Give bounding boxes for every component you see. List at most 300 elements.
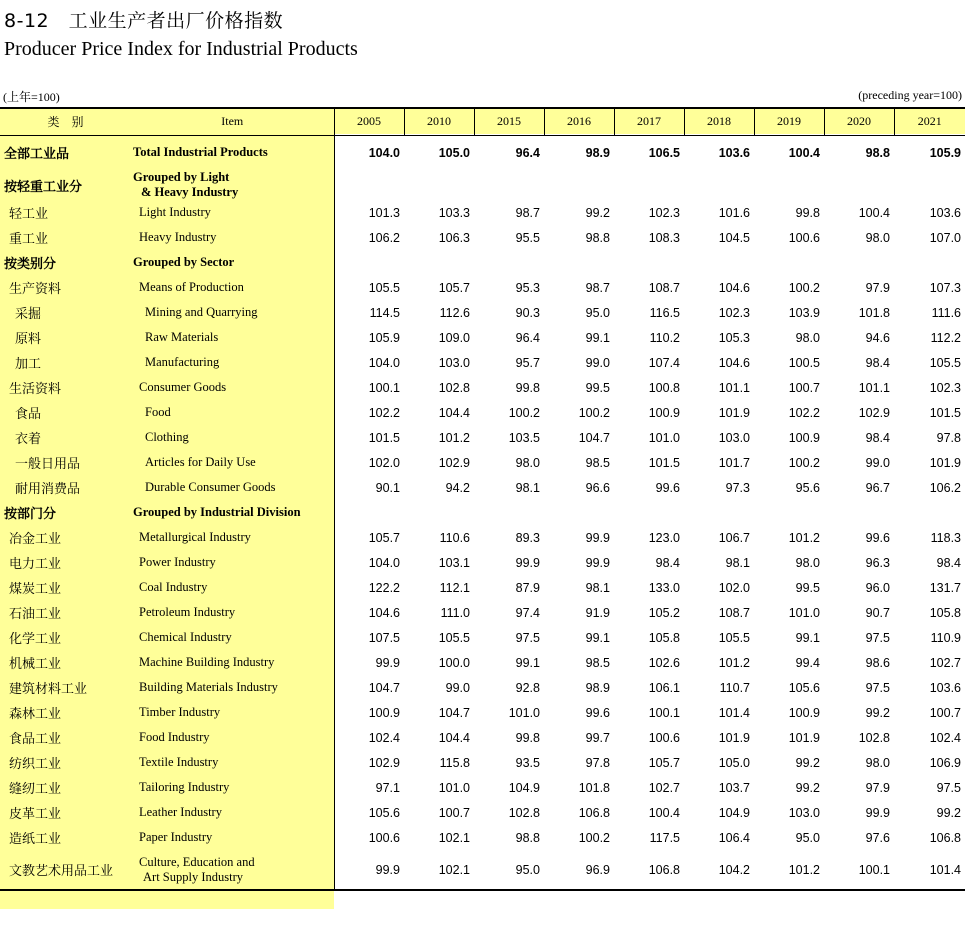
value-cell: 114.5 [369, 305, 400, 320]
table-row [0, 400, 965, 425]
row-label-english: Petroleum Industry [131, 600, 334, 625]
value-cell: 102.8 [438, 380, 470, 395]
value-cell: 99.2 [795, 780, 820, 795]
value-cell: 102.1 [438, 862, 470, 877]
value-cell: 101.0 [788, 605, 820, 620]
value-cell: 102.7 [929, 655, 961, 670]
row-label-english: Coal Industry [131, 575, 334, 600]
value-cell [824, 250, 894, 275]
row-label-chinese: 石油工业 [9, 607, 62, 622]
value-cell: 111.6 [931, 305, 961, 320]
value-cell: 97.5 [515, 630, 540, 645]
value-cell: 112.1 [439, 580, 470, 595]
value-cell: 98.9 [585, 680, 610, 695]
value-cell: 98.9 [585, 145, 610, 160]
value-cell: 98.4 [936, 555, 961, 570]
value-cell: 97.3 [725, 480, 750, 495]
value-cell: 99.1 [515, 655, 540, 670]
value-cell: 103.6 [929, 205, 961, 220]
table-header-row [0, 108, 965, 135]
header-year: 2021 [894, 108, 965, 135]
value-cell: 102.0 [368, 455, 400, 470]
value-cell: 104.0 [368, 145, 400, 160]
value-cell: 123.0 [648, 530, 680, 545]
value-cell: 97.6 [865, 830, 890, 845]
value-cell: 97.5 [865, 630, 890, 645]
row-label-english-line2: & Heavy Industry [141, 185, 239, 199]
value-cell: 99.9 [515, 555, 540, 570]
value-cell: 104.6 [368, 605, 400, 620]
row-label-chinese: 生产资料 [9, 282, 62, 297]
value-cell: 103.9 [788, 305, 820, 320]
row-label-english: Total Industrial Products [131, 135, 334, 170]
table-row [0, 450, 965, 475]
value-cell [334, 170, 404, 200]
value-cell [614, 250, 684, 275]
value-cell: 105.8 [648, 630, 680, 645]
value-cell: 100.9 [788, 705, 820, 720]
value-cell: 101.0 [438, 780, 470, 795]
value-cell: 99.2 [865, 705, 890, 720]
value-cell: 104.2 [718, 862, 750, 877]
value-cell: 105.3 [718, 330, 750, 345]
table-row [0, 275, 965, 300]
row-label-english: Machine Building Industry [131, 650, 334, 675]
value-cell: 102.3 [648, 205, 680, 220]
value-cell [754, 500, 824, 525]
row-label-chinese: 一般日用品 [15, 457, 81, 472]
value-cell: 101.2 [788, 862, 820, 877]
value-cell: 110.9 [930, 630, 961, 645]
value-cell: 104.5 [718, 230, 750, 245]
value-cell: 98.1 [585, 580, 610, 595]
value-cell [474, 250, 544, 275]
header-year: 2018 [684, 108, 754, 135]
value-cell: 105.7 [438, 280, 470, 295]
value-cell: 102.7 [648, 780, 680, 795]
header-year: 2019 [754, 108, 824, 135]
row-label-english: Consumer Goods [131, 375, 334, 400]
row-label-english [131, 170, 334, 200]
value-cell: 103.1 [438, 555, 470, 570]
value-cell: 104.7 [578, 430, 610, 445]
value-cell: 97.8 [585, 755, 610, 770]
table-row [0, 300, 965, 325]
value-cell: 95.0 [515, 862, 540, 877]
value-cell: 106.2 [929, 480, 961, 495]
table-row [0, 425, 965, 450]
value-cell: 106.8 [578, 805, 610, 820]
value-cell: 103.0 [438, 355, 470, 370]
value-cell: 104.7 [438, 705, 470, 720]
value-cell: 101.4 [929, 862, 961, 877]
value-cell: 103.0 [718, 430, 750, 445]
value-cell: 90.1 [375, 480, 400, 495]
value-cell [474, 500, 544, 525]
table-row [0, 700, 965, 725]
value-cell: 104.0 [368, 355, 400, 370]
row-label-chinese: 食品工业 [9, 732, 62, 747]
value-cell: 91.9 [585, 605, 610, 620]
value-cell: 100.7 [438, 805, 470, 820]
row-label-chinese: 建筑材料工业 [9, 682, 88, 697]
value-cell: 110.6 [439, 530, 470, 545]
value-cell: 103.3 [438, 205, 470, 220]
value-cell: 100.9 [788, 430, 820, 445]
value-cell: 100.6 [788, 230, 820, 245]
value-cell [684, 500, 754, 525]
value-cell: 98.4 [655, 555, 680, 570]
value-cell: 106.9 [929, 755, 961, 770]
value-cell: 102.6 [648, 655, 680, 670]
value-cell: 104.6 [718, 355, 750, 370]
value-cell: 98.1 [515, 480, 540, 495]
value-cell: 106.3 [438, 230, 470, 245]
value-cell: 98.8 [515, 830, 540, 845]
value-cell: 99.2 [795, 755, 820, 770]
value-cell [474, 170, 544, 200]
value-cell: 95.0 [795, 830, 820, 845]
value-cell: 98.0 [795, 555, 820, 570]
value-cell [894, 250, 965, 275]
row-label-chinese: 按部门分 [4, 507, 57, 522]
price-index-table [0, 107, 965, 891]
value-cell: 100.2 [788, 280, 820, 295]
row-label-chinese: 冶金工业 [9, 532, 62, 547]
value-cell: 98.5 [585, 655, 610, 670]
row-label-english: Heavy Industry [131, 225, 334, 250]
row-label-english: Timber Industry [131, 700, 334, 725]
value-cell [334, 500, 404, 525]
value-cell: 95.7 [515, 355, 540, 370]
value-cell: 98.5 [585, 455, 610, 470]
value-cell: 102.8 [858, 730, 890, 745]
value-cell: 106.2 [368, 230, 400, 245]
row-label-chinese: 电力工业 [9, 557, 62, 572]
row-label-chinese: 纺织工业 [9, 757, 62, 772]
value-cell: 97.9 [865, 780, 890, 795]
value-cell: 116.5 [649, 305, 680, 320]
value-cell: 99.9 [585, 530, 610, 545]
table-row [0, 225, 965, 250]
value-cell: 92.8 [515, 680, 540, 695]
row-label-english: Metallurgical Industry [131, 525, 334, 550]
row-label-english [131, 850, 334, 890]
value-cell: 101.1 [718, 380, 750, 395]
value-cell: 102.9 [438, 455, 470, 470]
row-label-english: Power Industry [131, 550, 334, 575]
value-cell: 94.6 [865, 330, 890, 345]
value-cell: 104.4 [438, 730, 470, 745]
value-cell: 105.7 [648, 755, 680, 770]
value-cell: 112.2 [930, 330, 961, 345]
header-year: 2015 [474, 108, 544, 135]
value-cell: 102.9 [858, 405, 890, 420]
value-cell: 101.1 [858, 380, 890, 395]
value-cell: 111.0 [440, 605, 470, 620]
value-cell: 87.9 [515, 580, 540, 595]
row-label-english: Grouped by Sector [131, 250, 334, 275]
value-cell: 102.2 [788, 405, 820, 420]
value-cell: 103.6 [718, 145, 750, 160]
value-cell: 108.7 [718, 605, 750, 620]
row-label-chinese: 造纸工业 [9, 832, 62, 847]
value-cell: 104.4 [438, 405, 470, 420]
value-cell: 105.6 [368, 805, 400, 820]
row-label-english: Mining and Quarrying [131, 300, 334, 325]
value-cell: 101.8 [578, 780, 610, 795]
value-cell: 133.0 [648, 580, 680, 595]
value-cell: 101.8 [858, 305, 890, 320]
value-cell: 105.5 [368, 280, 400, 295]
value-cell: 98.8 [585, 230, 610, 245]
value-cell: 103.7 [718, 780, 750, 795]
value-cell: 95.3 [515, 280, 540, 295]
value-cell: 99.1 [585, 630, 610, 645]
table-row [0, 650, 965, 675]
value-cell: 99.2 [585, 205, 610, 220]
value-cell: 97.9 [865, 280, 890, 295]
value-cell: 106.5 [648, 145, 680, 160]
value-cell: 98.7 [515, 205, 540, 220]
row-label-chinese: 文教艺术用品工业 [9, 864, 114, 879]
table-row [0, 675, 965, 700]
value-cell [334, 250, 404, 275]
value-cell: 101.9 [718, 730, 750, 745]
value-cell [544, 170, 614, 200]
value-cell: 97.1 [375, 780, 400, 795]
value-cell: 108.3 [648, 230, 680, 245]
value-cell: 105.8 [929, 605, 961, 620]
value-cell: 131.7 [929, 580, 961, 595]
row-label-english: Chemical Industry [131, 625, 334, 650]
row-label-english: Building Materials Industry [131, 675, 334, 700]
value-cell: 100.7 [788, 380, 820, 395]
value-cell: 99.4 [795, 655, 820, 670]
value-cell: 99.1 [585, 330, 610, 345]
row-label-english-line1: Grouped by Light [133, 170, 230, 184]
table-row [0, 375, 965, 400]
value-cell: 101.5 [929, 405, 961, 420]
value-cell: 100.2 [578, 830, 610, 845]
value-cell: 110.7 [719, 680, 750, 695]
value-cell: 98.0 [515, 455, 540, 470]
value-cell: 100.4 [648, 805, 680, 820]
value-cell: 102.9 [368, 755, 400, 770]
row-label-chinese: 生活资料 [9, 382, 62, 397]
value-cell: 96.4 [515, 330, 540, 345]
value-cell: 97.5 [865, 680, 890, 695]
value-cell: 101.9 [788, 730, 820, 745]
table-row [0, 250, 965, 275]
row-label-english: Durable Consumer Goods [131, 475, 334, 500]
value-cell: 101.2 [788, 530, 820, 545]
row-label-english: Clothing [131, 425, 334, 450]
row-label-english: Paper Industry [131, 825, 334, 850]
value-cell: 90.7 [865, 605, 890, 620]
value-cell: 99.9 [865, 805, 890, 820]
value-cell: 104.6 [718, 280, 750, 295]
value-cell: 97.8 [936, 430, 961, 445]
value-cell: 104.0 [368, 555, 400, 570]
value-cell: 100.1 [368, 380, 400, 395]
value-cell: 101.9 [929, 455, 961, 470]
value-cell: 105.5 [929, 355, 961, 370]
value-cell: 97.5 [936, 780, 961, 795]
value-cell: 101.4 [718, 705, 750, 720]
value-cell: 109.0 [438, 330, 470, 345]
value-cell: 100.4 [858, 205, 890, 220]
value-cell: 101.3 [368, 205, 400, 220]
value-cell: 103.5 [508, 430, 540, 445]
value-cell: 97.4 [515, 605, 540, 620]
row-label-english: Tailoring Industry [131, 775, 334, 800]
value-cell [824, 500, 894, 525]
value-cell [404, 170, 474, 200]
row-label-chinese: 食品 [15, 407, 42, 422]
value-cell: 96.4 [515, 145, 540, 160]
value-cell: 101.5 [368, 430, 400, 445]
table-row [0, 350, 965, 375]
value-cell: 102.8 [508, 805, 540, 820]
header-year: 2010 [404, 108, 474, 135]
value-cell [824, 170, 894, 200]
row-label-chinese: 重工业 [9, 232, 49, 247]
value-cell: 99.6 [585, 705, 610, 720]
unit-note-chinese: (上年=100) [3, 90, 60, 104]
value-cell: 101.6 [718, 205, 750, 220]
row-label-english: Grouped by Industrial Division [131, 500, 334, 525]
row-label-english: Light Industry [131, 200, 334, 225]
row-label-english: Food [131, 400, 334, 425]
value-cell: 99.9 [375, 655, 400, 670]
value-cell: 104.9 [718, 805, 750, 820]
row-label-chinese: 机械工业 [9, 657, 62, 672]
row-label-english: Leather Industry [131, 800, 334, 825]
value-cell [684, 170, 754, 200]
value-cell: 99.0 [585, 355, 610, 370]
value-cell: 106.4 [718, 830, 750, 845]
value-cell: 99.6 [655, 480, 680, 495]
table-title-english: Producer Price Index for Industrial Products [4, 38, 358, 60]
table-row [0, 750, 965, 775]
unit-note-english: (preceding year=100) [858, 88, 962, 102]
row-label-chinese: 皮革工业 [9, 807, 62, 822]
value-cell: 118.3 [930, 530, 961, 545]
value-cell: 100.0 [438, 655, 470, 670]
value-cell: 102.3 [718, 305, 750, 320]
value-cell: 104.7 [368, 680, 400, 695]
table-row [0, 135, 965, 170]
value-cell: 98.8 [865, 145, 890, 160]
row-label-chinese: 森林工业 [9, 707, 62, 722]
value-cell: 108.7 [648, 280, 680, 295]
value-cell: 89.3 [515, 530, 540, 545]
value-cell: 102.3 [929, 380, 961, 395]
table-row [0, 200, 965, 225]
value-cell [614, 170, 684, 200]
value-cell: 101.7 [718, 455, 750, 470]
value-cell: 100.9 [648, 405, 680, 420]
value-cell: 122.2 [368, 580, 400, 595]
value-cell: 105.9 [929, 145, 961, 160]
value-cell: 99.2 [936, 805, 961, 820]
value-cell: 117.5 [649, 830, 680, 845]
row-label-english-line2: Art Supply Industry [143, 869, 243, 884]
header-year: 2005 [334, 108, 404, 135]
value-cell: 100.1 [858, 862, 890, 877]
row-label-english: Manufacturing [131, 350, 334, 375]
table-row [0, 550, 965, 575]
value-cell: 101.5 [648, 455, 680, 470]
value-cell: 112.6 [439, 305, 470, 320]
value-cell: 96.3 [865, 555, 890, 570]
header-category: 类 别 [0, 108, 131, 135]
value-cell: 105.7 [368, 530, 400, 545]
value-cell: 99.8 [515, 380, 540, 395]
row-label-chinese: 原料 [15, 332, 42, 347]
row-label-chinese: 缝纫工业 [9, 782, 62, 797]
value-cell: 104.9 [508, 780, 540, 795]
value-cell: 98.6 [865, 655, 890, 670]
value-cell: 94.2 [445, 480, 470, 495]
row-label-chinese: 全部工业品 [4, 147, 70, 163]
row-label-chinese: 耐用消费品 [15, 482, 81, 497]
value-cell: 107.5 [368, 630, 400, 645]
value-cell: 99.5 [795, 580, 820, 595]
value-cell: 99.9 [375, 862, 400, 877]
value-cell: 103.0 [788, 805, 820, 820]
table-row [0, 625, 965, 650]
row-label-english: Textile Industry [131, 750, 334, 775]
value-cell: 98.0 [865, 230, 890, 245]
table-row [0, 325, 965, 350]
value-cell [894, 170, 965, 200]
value-cell: 100.6 [368, 830, 400, 845]
value-cell: 115.8 [439, 755, 470, 770]
row-label-chinese: 化学工业 [9, 632, 62, 647]
row-label-chinese: 加工 [15, 357, 42, 372]
row-label-english: Raw Materials [131, 325, 334, 350]
value-cell: 101.0 [648, 430, 680, 445]
value-cell [544, 250, 614, 275]
value-cell: 99.1 [795, 630, 820, 645]
value-cell: 98.1 [725, 555, 750, 570]
table-row [0, 170, 965, 200]
value-cell: 99.5 [585, 380, 610, 395]
value-cell: 98.7 [585, 280, 610, 295]
value-cell: 95.6 [795, 480, 820, 495]
value-cell: 101.2 [718, 655, 750, 670]
value-cell [404, 500, 474, 525]
value-cell: 100.8 [648, 380, 680, 395]
value-cell: 107.3 [929, 280, 961, 295]
value-cell [544, 500, 614, 525]
value-cell: 99.0 [445, 680, 470, 695]
value-cell: 95.0 [585, 305, 610, 320]
table-row [0, 575, 965, 600]
value-cell: 101.9 [718, 405, 750, 420]
row-label-chinese: 衣着 [15, 432, 42, 447]
value-cell [614, 500, 684, 525]
value-cell: 98.4 [865, 355, 890, 370]
value-cell: 102.4 [368, 730, 400, 745]
table-row [0, 500, 965, 525]
value-cell: 102.1 [438, 830, 470, 845]
table-row [0, 475, 965, 500]
value-cell: 106.7 [718, 530, 750, 545]
value-cell: 100.7 [929, 705, 961, 720]
